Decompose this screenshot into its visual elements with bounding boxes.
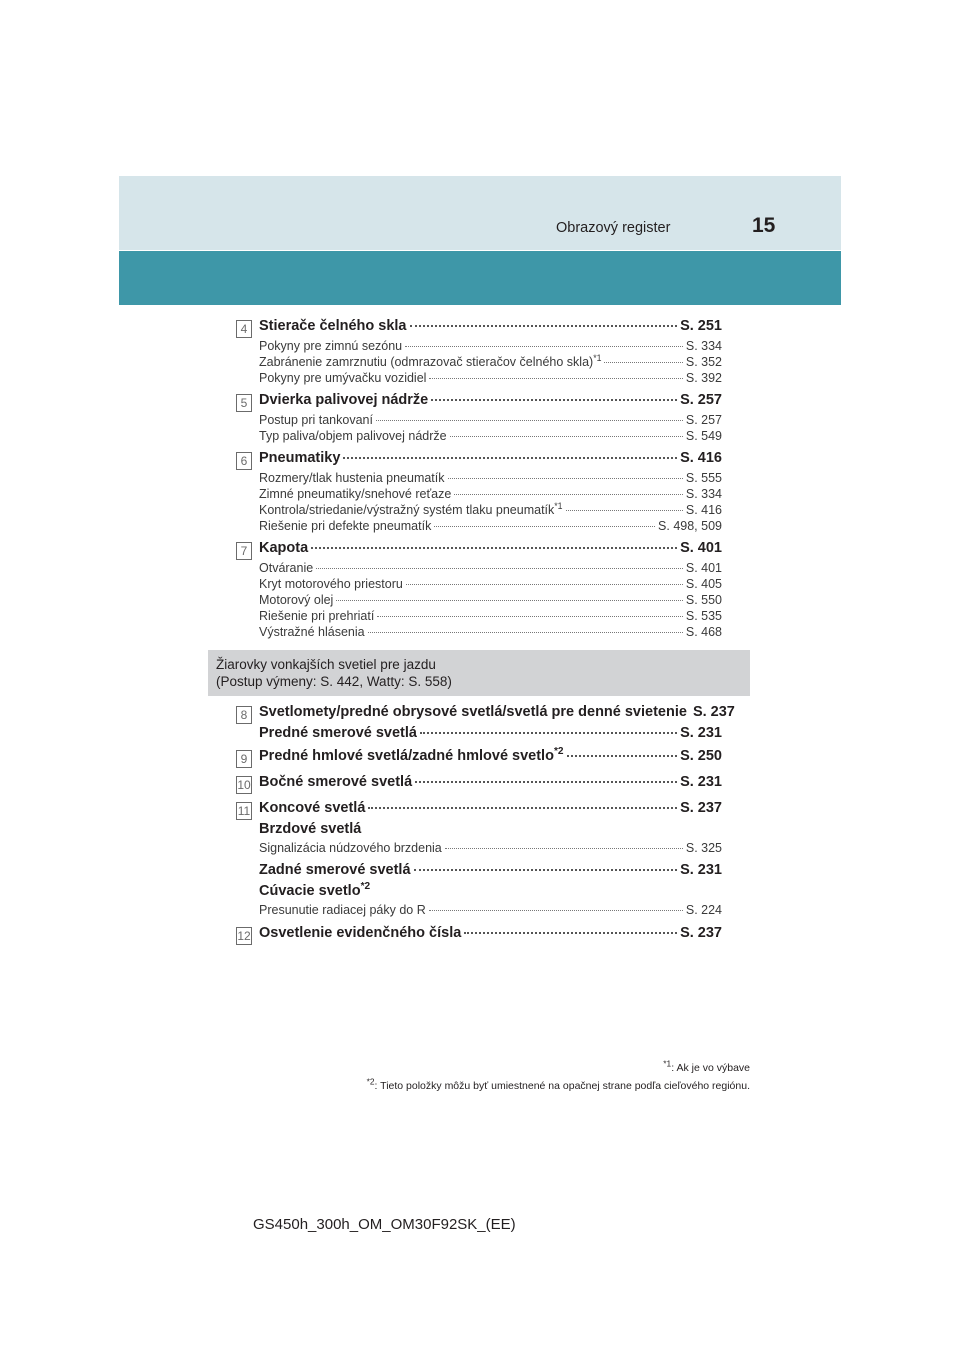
- lights-box-title: Žiarovky vonkajších svetiel pre jazdu: [216, 657, 436, 672]
- entry-label: Motorový olej: [259, 593, 334, 607]
- footnote-mark: *1: [593, 352, 602, 363]
- dot-leader: [604, 362, 682, 363]
- dot-leader: [415, 781, 677, 783]
- page-reference: S. 231: [680, 774, 722, 790]
- entry-label: Kontrola/striedanie/výstražný systém tlaku pneumatík$^{*1}$: [259, 500, 563, 517]
- dot-leader: [368, 807, 677, 809]
- section-number-badge: 4: [236, 320, 252, 338]
- entry-label: Rozmery/tlak hustenia pneumatík: [259, 471, 445, 485]
- dot-leader: [311, 547, 677, 549]
- dot-leader: [420, 732, 677, 734]
- entry-label: Presunutie radiacej páky do R: [259, 903, 426, 917]
- dot-leader: [434, 526, 655, 527]
- index-subentry: [259, 593, 722, 607]
- dot-leader: [445, 848, 683, 849]
- dot-leader: [316, 568, 683, 569]
- entry-label: Kryt motorového priestoru: [259, 577, 403, 591]
- entry-label: Dvierka palivovej nádrže: [259, 392, 429, 408]
- footnote-mark: *1: [554, 500, 563, 511]
- index-subentry: [259, 577, 722, 591]
- entry-label: Zabránenie zamrznutiu (odmrazovač stieračov čelného skla)$^{*1}$: [259, 352, 602, 369]
- dot-leader: [368, 632, 683, 633]
- dot-leader: [405, 346, 683, 347]
- page-reference: S. 325: [685, 841, 722, 855]
- entry-label: Otváranie: [259, 561, 314, 575]
- lights-info-box: [208, 650, 750, 696]
- page-reference: S. 334: [685, 339, 722, 353]
- page-reference: S. 231: [680, 725, 722, 741]
- index-entry: [259, 450, 722, 466]
- page-number: 15: [752, 214, 776, 237]
- entry-label: Osvetlenie evidenčného čísla: [259, 925, 462, 941]
- page-reference: S. 237: [680, 800, 722, 816]
- entry-label: Pneumatiky: [259, 450, 341, 466]
- entry-label: Predné hmlové svetlá/zadné hmlové svetlo$^{*2}$: [259, 746, 564, 764]
- entry-label: Zadné smerové svetlá: [259, 862, 411, 878]
- entry-label: Riešenie pri prehriatí: [259, 609, 375, 623]
- footnote-2: $^{*2}$: Tieto položky môžu byť umiestnené na opačnej strane podľa cieľového regiónu.: [366, 1076, 750, 1092]
- entry-label: Typ paliva/objem palivovej nádrže: [259, 429, 447, 443]
- page-reference: S. 550: [685, 593, 722, 607]
- index-entry: [259, 821, 722, 837]
- entry-label: Postup pri tankovaní: [259, 413, 373, 427]
- page-reference: S. 224: [685, 903, 722, 917]
- entry-label: Predné smerové svetlá: [259, 725, 417, 741]
- lights-box-ref: (Postup výmeny: S. 442, Watty: S. 558): [216, 674, 452, 689]
- dot-leader: [431, 399, 677, 401]
- index-subentry: [259, 339, 722, 353]
- dot-leader: [464, 932, 677, 934]
- index-entry: [259, 774, 722, 790]
- page-reference: S. 257: [685, 413, 722, 427]
- index-entry: [259, 318, 722, 334]
- index-entry: [259, 800, 722, 816]
- header-band: [119, 251, 841, 305]
- dot-leader: [377, 616, 683, 617]
- index-subentry: [259, 625, 722, 639]
- index-subentry: [259, 500, 722, 517]
- page-reference: S. 251: [680, 318, 722, 334]
- page-reference: S. 401: [685, 561, 722, 575]
- page-reference: S. 237: [680, 925, 722, 941]
- page-reference: S. 416: [680, 450, 722, 466]
- page-reference: S. 250: [680, 748, 722, 764]
- dot-leader: [454, 494, 683, 495]
- section-number-badge: 6: [236, 452, 252, 470]
- dot-leader: [450, 436, 683, 437]
- index-subentry: [259, 371, 722, 385]
- entry-label: Cúvacie svetlo$^{*2}$: [259, 881, 371, 899]
- section-number-badge: 9: [236, 750, 252, 768]
- index-subentry: [259, 519, 722, 533]
- entry-label: Brzdové svetlá: [259, 821, 362, 837]
- entry-label: Pokyny pre umývačku vozidiel: [259, 371, 427, 385]
- dot-leader: [336, 600, 683, 601]
- section-number-badge: 10: [237, 778, 251, 792]
- page-reference: S. 535: [685, 609, 722, 623]
- index-subentry: [259, 429, 722, 443]
- page-reference: S. 352: [685, 355, 722, 369]
- dot-leader: [429, 910, 683, 911]
- dot-leader: [448, 478, 683, 479]
- index-entry: [259, 748, 722, 764]
- page-reference: S. 257: [680, 392, 722, 408]
- dot-leader: [376, 420, 683, 421]
- section-number-badge: 11: [237, 804, 251, 818]
- section-number-badge: 5: [236, 394, 252, 412]
- dot-leader: [429, 378, 682, 379]
- index-subentry: [259, 903, 722, 917]
- page-reference: S. 555: [685, 471, 722, 485]
- footnote-mark: *2: [360, 881, 371, 893]
- dot-leader: [410, 325, 678, 327]
- index-entry: [259, 725, 722, 741]
- index-subentry: [259, 413, 722, 427]
- index-entry: [259, 883, 722, 899]
- entry-label: Výstražné hlásenia: [259, 625, 365, 639]
- dot-leader: [406, 584, 683, 585]
- page-reference: S. 549: [685, 429, 722, 443]
- index-entry: [259, 540, 722, 556]
- dot-leader: [343, 457, 677, 459]
- footnote-1: $^{*1}$: Ak je vo výbave: [663, 1058, 750, 1074]
- page-reference: S. 237: [692, 704, 735, 720]
- page-reference: S. 405: [685, 577, 722, 591]
- section-number-badge: 8: [236, 706, 252, 724]
- entry-label: Svetlomety/predné obrysové svetlá/svetlá pre denné svietenie: [259, 704, 687, 720]
- index-subentry: [259, 352, 722, 369]
- entry-label: Signalizácia núdzového brzdenia: [259, 841, 442, 855]
- index-subentry: [259, 609, 722, 623]
- page-reference: S. 392: [685, 371, 722, 385]
- footnote-mark: *2: [553, 746, 564, 758]
- index-subentry: [259, 471, 722, 485]
- section-number-badge: 7: [236, 542, 252, 560]
- document-code: GS450h_300h_OM_OM30F92SK_(EE): [253, 1216, 516, 1233]
- entry-label: Kapota: [259, 540, 309, 556]
- index-subentry: [259, 561, 722, 575]
- page-reference: S. 231: [680, 862, 722, 878]
- index-subentry: [259, 487, 722, 501]
- index-subentry: [259, 841, 722, 855]
- page-reference: S. 468: [685, 625, 722, 639]
- entry-label: Zimné pneumatiky/snehové reťaze: [259, 487, 452, 501]
- section-title: Obrazový register: [556, 220, 671, 236]
- dot-leader: [566, 510, 683, 511]
- dot-leader: [567, 755, 678, 757]
- section-number-badge: 12: [237, 929, 251, 943]
- entry-label: Riešenie pri defekte pneumatík: [259, 519, 432, 533]
- dot-leader: [414, 869, 678, 871]
- index-entry: [259, 862, 722, 878]
- index-entry: [259, 925, 722, 941]
- index-entry: [259, 704, 735, 720]
- index-entry: [259, 392, 722, 408]
- entry-label: Stierače čelného skla: [259, 318, 407, 334]
- page-reference: S. 401: [680, 540, 722, 556]
- entry-label: Koncové svetlá: [259, 800, 366, 816]
- page-reference: S. 498, 509: [658, 519, 722, 533]
- page-reference: S. 416: [685, 503, 722, 517]
- page-reference: S. 334: [685, 487, 722, 501]
- entry-label: Bočné smerové svetlá: [259, 774, 413, 790]
- entry-label: Pokyny pre zimnú sezónu: [259, 339, 403, 353]
- header-bar: [119, 176, 841, 250]
